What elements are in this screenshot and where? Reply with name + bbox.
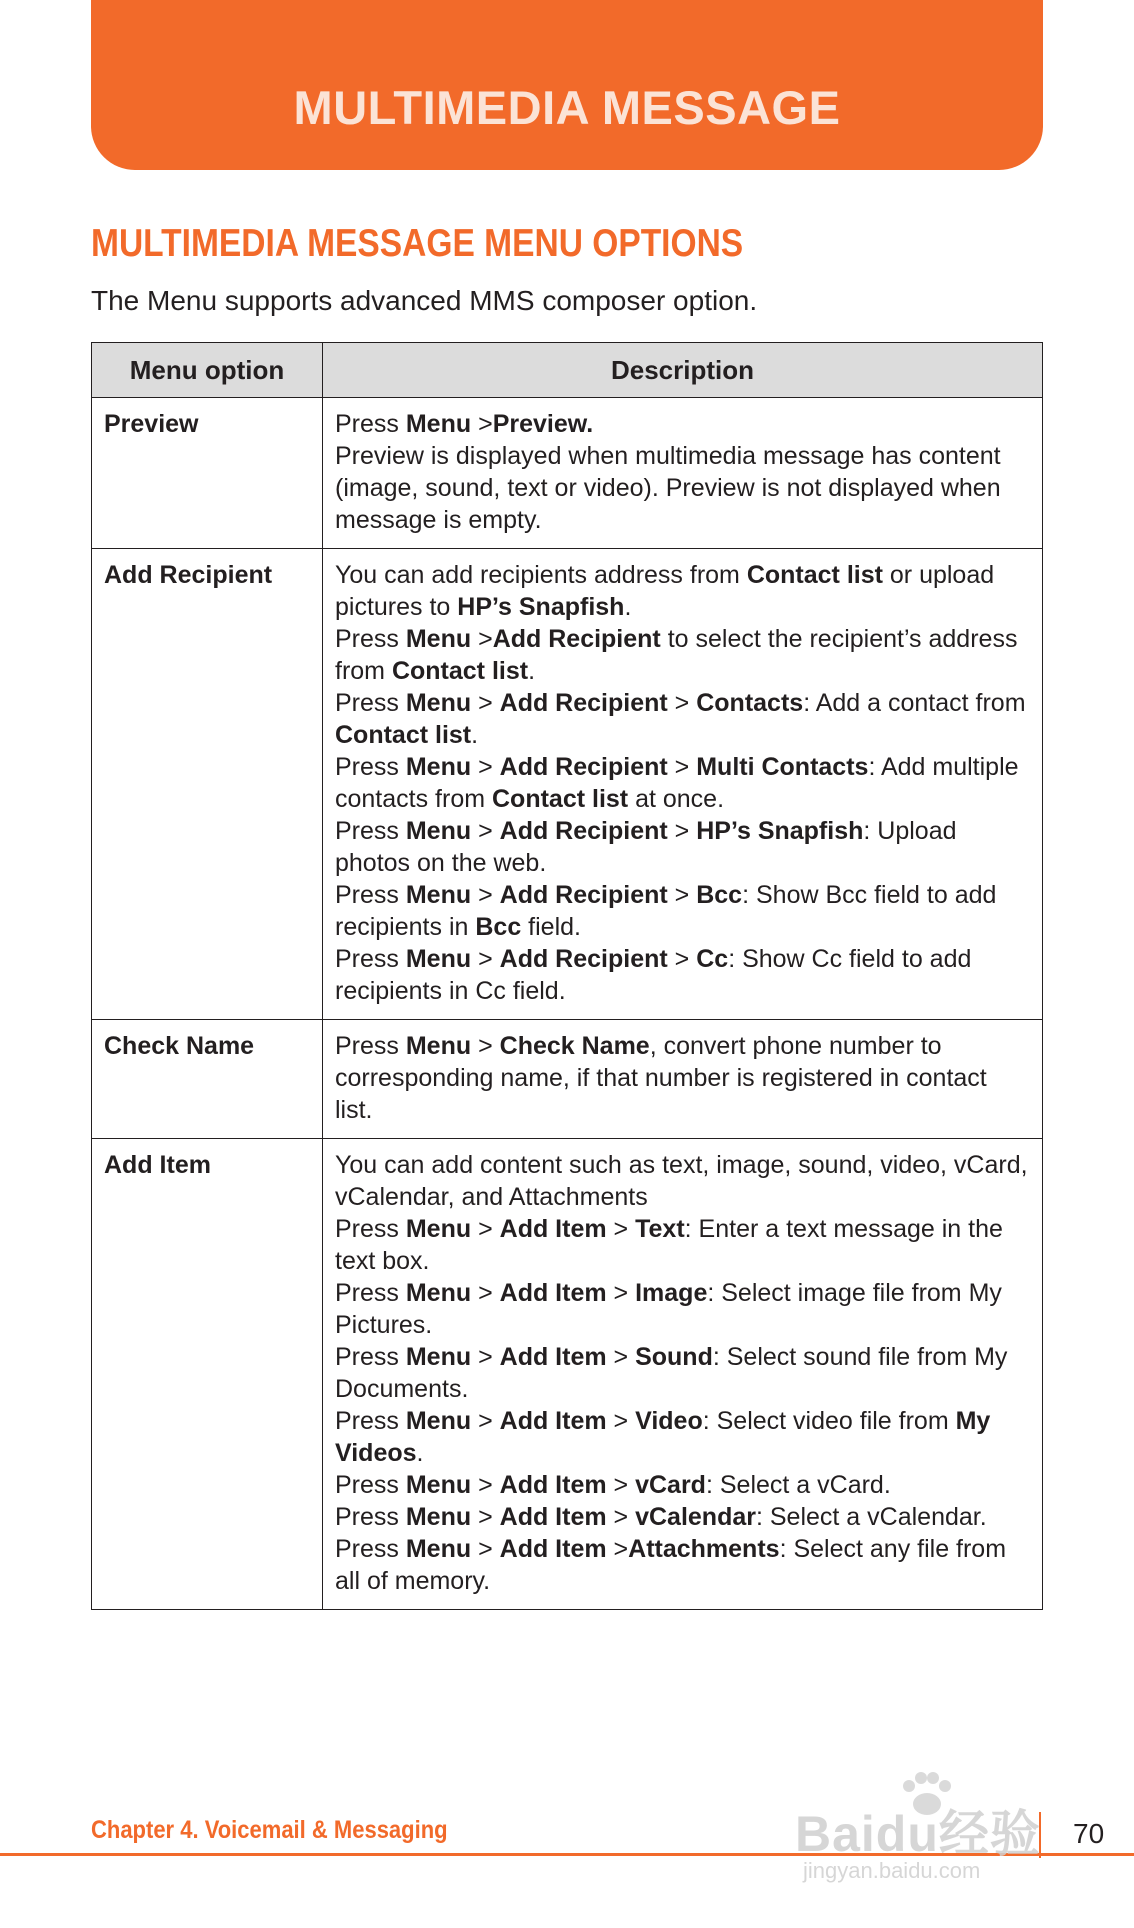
description-text: > <box>471 1503 500 1531</box>
description-text: : Add multiple contacts from <box>335 753 1019 813</box>
description-line <box>335 1030 1030 1126</box>
description-text: . <box>416 1439 424 1467</box>
bold-term: Menu <box>405 881 472 909</box>
bold-term: Menu <box>405 689 472 717</box>
description-text: > <box>471 689 500 717</box>
intro-text: The Menu supports advanced MMS composer option. <box>91 285 758 316</box>
description-text: > <box>667 817 697 845</box>
bold-term: Add Item <box>499 1407 607 1435</box>
description-text: at once. <box>628 785 725 813</box>
description-line <box>335 1341 1030 1405</box>
bold-term: Menu <box>405 753 472 781</box>
bold-term: Menu <box>405 1032 472 1060</box>
table-row <box>92 1020 1043 1139</box>
header-menu-option: Menu option <box>92 343 323 398</box>
description-text: to select the recipient’s address from <box>335 625 1018 685</box>
bold-term: Menu <box>405 1535 472 1563</box>
bold-term: Menu <box>405 625 472 653</box>
description-line <box>335 1501 1030 1533</box>
description-text: > <box>471 817 500 845</box>
description-text: Press <box>335 410 406 438</box>
description-line <box>335 1469 1030 1501</box>
description-text: . <box>471 721 479 749</box>
baidu-watermark <box>795 1770 1065 1890</box>
description-text: > <box>471 753 500 781</box>
option-cell: Add Item <box>92 1139 323 1610</box>
description-cell <box>323 1020 1043 1139</box>
description-line <box>335 1149 1030 1213</box>
table-body <box>92 398 1043 1610</box>
description-cell <box>323 549 1043 1020</box>
description-text: > <box>667 881 697 909</box>
description-text: Press <box>335 881 406 909</box>
description-text: : Enter a text message in the text box. <box>335 1215 1003 1275</box>
description-text: > <box>667 753 697 781</box>
bold-term: Contact list <box>335 721 472 749</box>
description-text: . <box>528 657 536 685</box>
description-line <box>335 751 1030 815</box>
bold-term: Add Recipient <box>499 945 668 973</box>
description-text: > <box>667 945 697 973</box>
description-text: Press <box>335 1343 406 1371</box>
description-text: : Select video file from <box>702 1407 956 1435</box>
description-line <box>335 440 1030 536</box>
bold-term: Menu <box>405 817 472 845</box>
bold-term: Menu <box>405 945 472 973</box>
description-text: Press <box>335 689 406 717</box>
bold-term: HP’s Snapfish <box>696 817 864 845</box>
description-text: Press <box>335 1215 406 1243</box>
description-line <box>335 1213 1030 1277</box>
bold-term: Video <box>635 1407 703 1435</box>
description-text: > <box>606 1215 636 1243</box>
bold-term: Menu <box>405 410 472 438</box>
description-text: or upload pictures to <box>335 561 995 621</box>
description-text: Press <box>335 1471 406 1499</box>
description-line <box>335 559 1030 623</box>
option-cell: Check Name <box>92 1020 323 1139</box>
description-text: Press <box>335 625 406 653</box>
bold-term: Attachments <box>628 1535 780 1563</box>
bold-term: Sound <box>635 1343 713 1371</box>
description-text: Press <box>335 1032 406 1060</box>
description-text: Press <box>335 945 406 973</box>
bold-term: Add Recipient <box>499 753 668 781</box>
description-text: > <box>471 1343 500 1371</box>
bold-term: Contact list <box>746 561 883 589</box>
description-text: > <box>471 1471 500 1499</box>
description-text: : Select a vCard. <box>705 1471 891 1499</box>
table-row <box>92 398 1043 549</box>
description-text: > <box>471 945 500 973</box>
header-description: Description <box>323 343 1043 398</box>
description-text: field. <box>521 913 581 941</box>
option-cell: Add Recipient <box>92 549 323 1020</box>
watermark-brand: Baidu经验 <box>795 1806 1041 1862</box>
bold-term: Menu <box>405 1503 472 1531</box>
description-text: . <box>624 593 632 621</box>
description-line <box>335 815 1030 879</box>
bold-term: Add Item <box>499 1503 607 1531</box>
menu-options-table <box>91 342 1043 1610</box>
table-header-row <box>92 343 1043 398</box>
bold-term: Image <box>635 1279 708 1307</box>
bold-term: Add Item <box>499 1215 607 1243</box>
description-text: : Select any file from all of memory. <box>335 1535 1007 1595</box>
description-text: : Select a vCalendar. <box>755 1503 987 1531</box>
description-text: Preview is displayed when multimedia message has content (image, sound, text or video). Preview is not displayed when message is empty. <box>335 442 1001 534</box>
description-text: > <box>606 1503 636 1531</box>
description-text: > <box>471 1535 500 1563</box>
bold-term: Add Item <box>499 1535 607 1563</box>
bold-term: Contact list <box>492 785 629 813</box>
description-text: : Select image file from My Pictures. <box>335 1279 1002 1339</box>
description-text: > <box>471 625 493 653</box>
description-text: Press <box>335 1279 406 1307</box>
bold-term: Add Recipient <box>499 689 668 717</box>
bold-term: Add Item <box>499 1343 607 1371</box>
description-text: > <box>606 1343 636 1371</box>
description-text: > <box>667 689 697 717</box>
bold-term: Bcc <box>696 881 743 909</box>
description-line <box>335 943 1030 1007</box>
bold-term: Menu <box>405 1407 472 1435</box>
description-text: Press <box>335 1503 406 1531</box>
description-text: > <box>471 881 500 909</box>
description-text: You can add recipients address from <box>335 561 747 589</box>
description-text: : Show Cc field to add recipients in Cc field. <box>335 945 972 1005</box>
description-text: : Show Bcc field to add recipients in <box>335 881 997 941</box>
description-line <box>335 879 1030 943</box>
description-text: > <box>606 1407 636 1435</box>
section-title: MULTIMEDIA MESSAGE MENU OPTIONS <box>91 222 744 265</box>
description-text: , convert phone number to corresponding name, if that number is registered in contact list. <box>335 1032 987 1124</box>
bold-term: My Videos <box>335 1407 991 1467</box>
watermark-url: jingyan.baidu.com <box>803 1858 981 1883</box>
footer-chapter: Chapter 4. Voicemail & Messaging <box>91 1816 448 1844</box>
option-cell: Preview <box>92 398 323 549</box>
description-text: > <box>606 1535 629 1563</box>
bold-term: Contacts <box>696 689 804 717</box>
description-line <box>335 408 1030 440</box>
page-number: 70 <box>1073 1818 1105 1849</box>
description-text: > <box>606 1279 636 1307</box>
description-text: Press <box>335 817 406 845</box>
bold-term: Add Item <box>499 1279 607 1307</box>
description-text: Press <box>335 1535 406 1563</box>
description-text: : Select sound file from My Documents. <box>335 1343 1008 1403</box>
description-line <box>335 623 1030 687</box>
bold-term: Bcc <box>475 913 522 941</box>
bold-term: Contact list <box>391 657 529 685</box>
description-text: : Add a contact from <box>803 689 1026 717</box>
description-text: > <box>471 410 493 438</box>
bold-term: Check Name <box>499 1032 650 1060</box>
description-line <box>335 1405 1030 1469</box>
bold-term: vCard <box>635 1471 706 1499</box>
bold-term: Multi Contacts <box>696 753 869 781</box>
description-text: You can add content such as text, image, sound, video, vCard, vCalendar, and Attachments <box>335 1151 1028 1211</box>
description-text: > <box>471 1215 500 1243</box>
page-title: MULTIMEDIA MESSAGE <box>293 81 841 134</box>
bold-term: Add Recipient <box>499 881 668 909</box>
description-text: > <box>471 1279 500 1307</box>
bold-term: Preview. <box>492 410 594 438</box>
description-line <box>335 687 1030 751</box>
bold-term: Text <box>635 1215 685 1243</box>
bold-term: Menu <box>405 1471 472 1499</box>
bold-term: Menu <box>405 1343 472 1371</box>
description-cell <box>323 398 1043 549</box>
description-line <box>335 1277 1030 1341</box>
table-row <box>92 1139 1043 1610</box>
bold-term: Menu <box>405 1279 472 1307</box>
description-text: : Upload photos on the web. <box>335 817 957 877</box>
description-text: > <box>606 1471 636 1499</box>
bold-term: Add Recipient <box>499 817 668 845</box>
bold-term: Add Recipient <box>492 625 661 653</box>
bold-term: Cc <box>696 945 729 973</box>
description-cell <box>323 1139 1043 1610</box>
description-text: > <box>471 1407 500 1435</box>
bold-term: Add Item <box>499 1471 607 1499</box>
bold-term: vCalendar <box>635 1503 756 1531</box>
header-banner <box>91 0 1043 170</box>
bold-term: Menu <box>405 1215 472 1243</box>
description-text: > <box>471 1032 500 1060</box>
description-text: Press <box>335 1407 406 1435</box>
description-line <box>335 1533 1030 1597</box>
description-text: Press <box>335 753 406 781</box>
bold-term: HP’s Snapfish <box>457 593 625 621</box>
table-row <box>92 549 1043 1020</box>
